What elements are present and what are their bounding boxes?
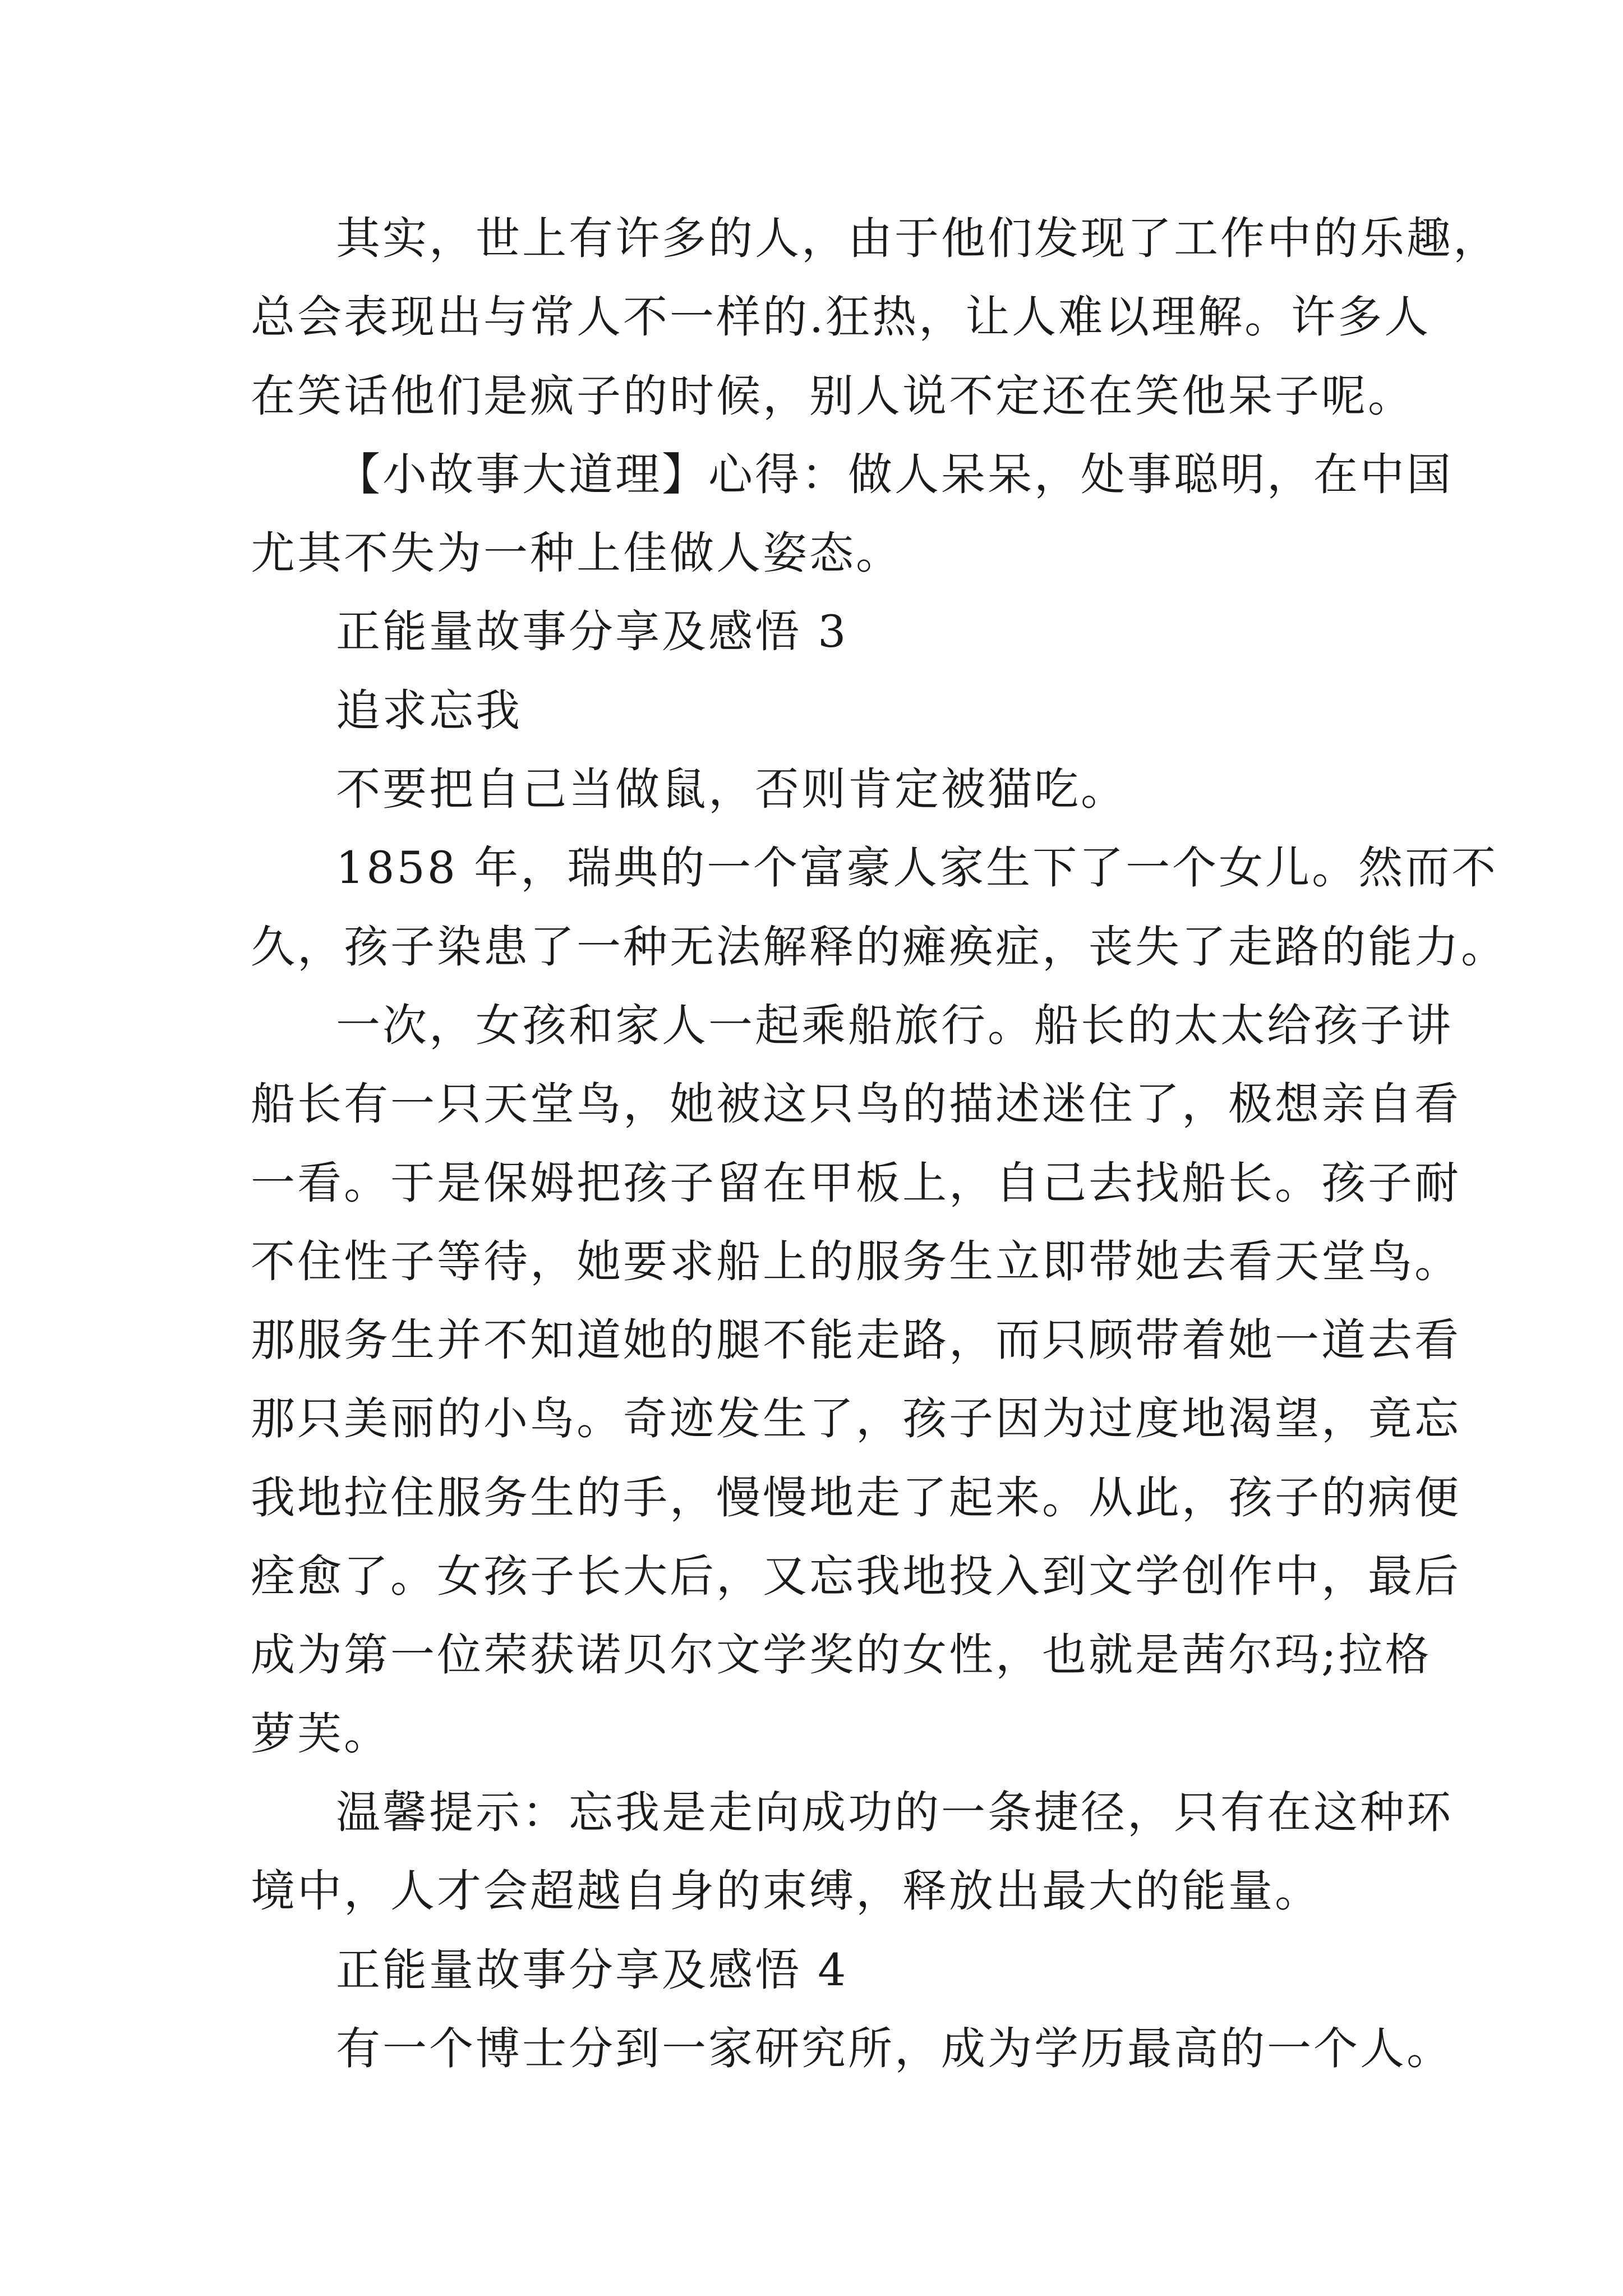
text-line: 那服务生并不知道她的腿不能走路，而只顾带着她一道去看	[251, 1314, 1461, 1366]
text-line: 一次，女孩和家人一起乘船旅行。船长的太太给孩子讲	[336, 999, 1453, 1051]
text-line: 一看。于是保姆把孩子留在甲板上，自己去找船长。孩子耐	[251, 1157, 1461, 1209]
text-line: 有一个博士分到一家研究所，成为学历最高的一个人。	[336, 2022, 1453, 2074]
text-line: 久，孩子染患了一种无法解释的瘫痪症，丧失了走路的能力。	[251, 921, 1507, 973]
text-line: 1858 年，瑞典的一个富豪人家生下了一个女儿。然而不	[336, 842, 1498, 894]
text-line: 正能量故事分享及感悟 3	[336, 606, 849, 658]
text-line: 温馨提示：忘我是走向成功的一条捷径，只有在这种环	[336, 1786, 1453, 1838]
document-body	[251, 199, 1507, 2088]
text-line: 我地拉住服务生的手，慢慢地走了起来。从此，孩子的病便	[251, 1471, 1461, 1524]
text-line: 尤其不失为一种上佳做人姿态。	[251, 527, 902, 579]
text-line: 总会表现出与常人不一样的.狂热，让人难以理解。许多人	[251, 291, 1431, 343]
text-line: 成为第一位荣获诺贝尔文学奖的女性，也就是茜尔玛;拉格	[251, 1629, 1432, 1681]
text-line: 不住性子等待，她要求船上的服务生立即带她去看天堂鸟。	[251, 1235, 1461, 1287]
text-line: 追求忘我	[336, 684, 522, 737]
text-line: 在笑话他们是疯子的时候，别人说不定还在笑他呆子呢。	[251, 370, 1414, 422]
text-line: 萝芙。	[251, 1708, 390, 1760]
text-line: 正能量故事分享及感悟 4	[336, 1944, 849, 1996]
text-line: 痊愈了。女孩子长大后，又忘我地投入到文学创作中，最后	[251, 1550, 1461, 1603]
text-line: 【小故事大道理】心得：做人呆呆，处事聪明，在中国	[336, 448, 1453, 500]
text-line: 那只美丽的小鸟。奇迹发生了，孩子因为过度地渴望，竟忘	[251, 1393, 1461, 1445]
text-line: 境中，人才会超越自身的束缚，释放出最大的能量。	[251, 1865, 1321, 1917]
text-line: 不要把自己当做鼠，否则肯定被猫吃。	[336, 763, 1127, 816]
text-line: 船长有一只天堂鸟，她被这只鸟的描述迷住了，极想亲自看	[251, 1078, 1461, 1130]
text-line: 其实，世上有许多的人，由于他们发现了工作中的乐趣，	[336, 213, 1500, 264]
